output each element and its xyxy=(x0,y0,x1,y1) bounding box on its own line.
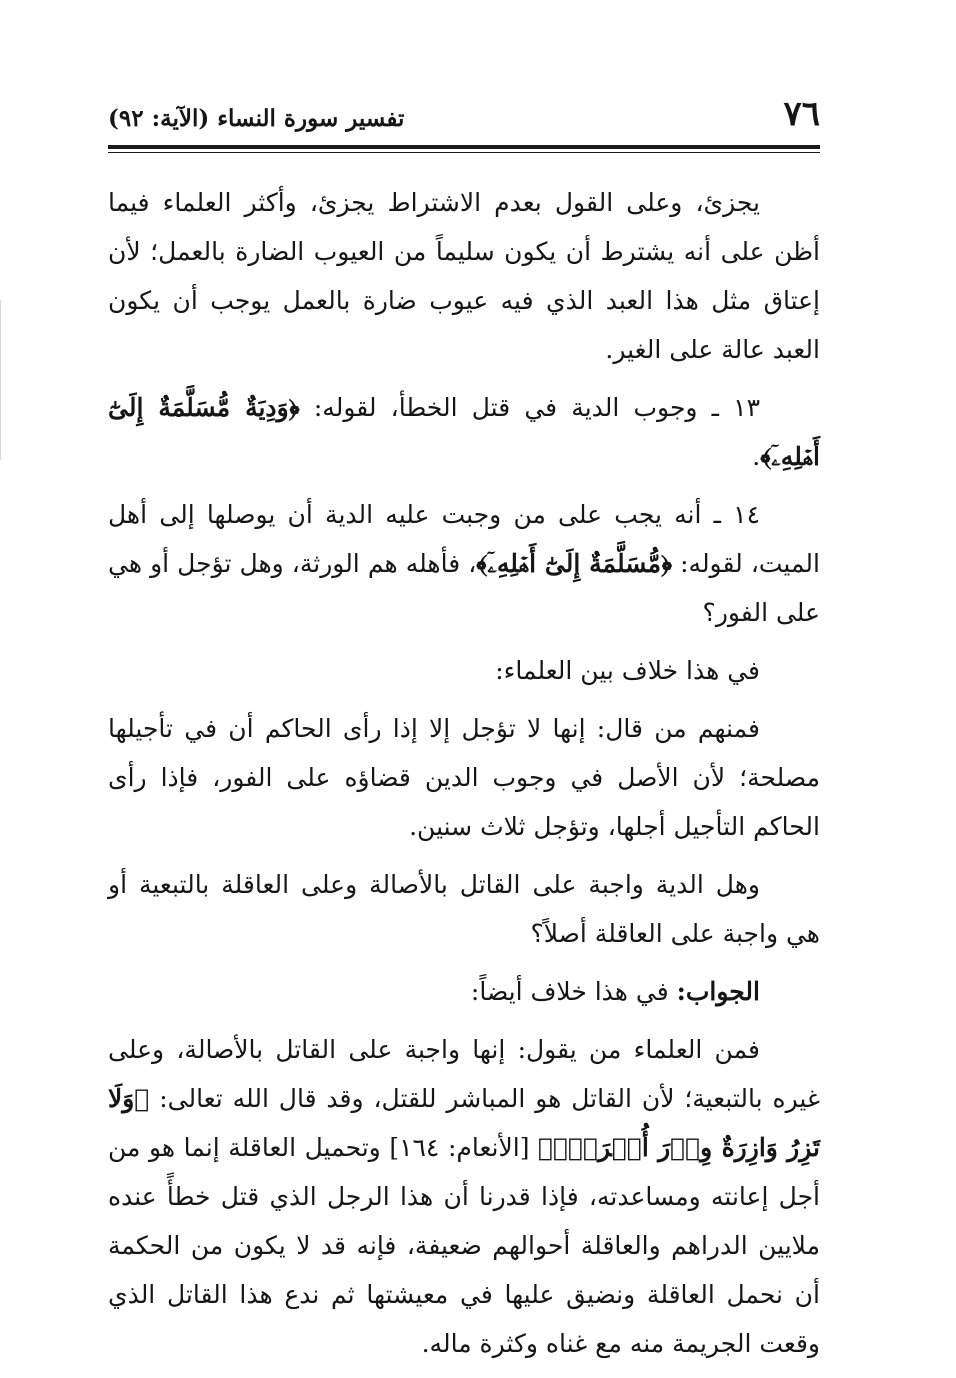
quran-verse: ﴿وَدِيَةٌ مُّسَلَّمَةٌ إِلَىٰٓ أَهۡلِهِۦٓ﴾ xyxy=(108,393,820,471)
scan-edge-mark xyxy=(0,300,1,460)
paragraph-2 xyxy=(108,383,820,481)
paragraph-5: فمنهم من قال: إنها لا تؤجل إلا إذا رأى الحاكم أن في تأجيلها مصلحة؛ لأن الأصل في وجوب الدين قضاؤه على الفور، فإذا رأى الحاكم التأجيل أجلها، وتؤجل ثلاث سنين. xyxy=(108,714,820,841)
paragraph-2-text: ١٣ ـ وجوب الدية في قتل الخطأ، لقوله: xyxy=(299,393,760,422)
paragraph-4: في هذا خلاف بين العلماء: xyxy=(495,656,760,685)
running-title: تفسير سورة النساء (الآية: ٩٢) xyxy=(108,105,405,132)
paragraph-3-text-b: ، فأهله هم الورثة، وهل تؤجل أو هي على الفور؟ xyxy=(108,549,820,627)
body-text xyxy=(108,178,820,1368)
page-number: ٧٦ xyxy=(783,94,820,134)
page-header xyxy=(108,92,820,142)
paragraph-6: وهل الدية واجبة على القاتل بالأصالة وعلى العاقلة بالتبعية أو هي واجبة على العاقلة أصلاً؟ xyxy=(108,870,820,948)
paragraph-2-end: . xyxy=(752,442,761,471)
header-rule-thick xyxy=(108,145,820,149)
paragraph-8 xyxy=(108,1025,820,1368)
paragraph-7 xyxy=(108,967,820,1016)
paragraph-8-text-b: [الأنعام: ١٦٤] وتحميل العاقلة إنما هو من أجل إعانته ومساعدته، فإذا قدرنا أن هذا الرجل الذي قتل خطأً عنده ملايين الدراهم والعاقلة أحوالهم ضعيفة، فإنه قد لا يكون من الحكمة أن نحمل العاقلة ونضيق عليها في معيشتها ثم ندع هذا القاتل الذي وقعت الجريمة منه مع غناه وكثرة ماله. xyxy=(108,1133,820,1358)
paragraph-1: يجزئ، وعلى القول بعدم الاشتراط يجزئ، وأكثر العلماء فيما أظن على أنه يشترط أن يكون سليماً من العيوب الضارة بالعمل؛ لأن إعتاق مثل هذا العبد الذي فيه عيوب ضارة بالعمل يوجب أن يكون العبد عالة على الغير. xyxy=(108,188,820,364)
paragraph-7-text: في هذا خلاف أيضاً: xyxy=(470,977,677,1006)
quran-verse: ﴿وَلَا تَزِرُ وَازِرَةٌ وِزۡرَ أُخۡرَىٰۚ﴾ xyxy=(108,1084,820,1162)
quran-verse: ﴿مُّسَلَّمَةٌ إِلَىٰٓ أَهۡلِهِۦٓ﴾ xyxy=(476,549,673,578)
answer-lead: الجواب: xyxy=(676,977,760,1006)
paragraph-8-text-a: فمن العلماء من يقول: إنها واجبة على القاتل بالأصالة، وعلى غيره بالتبعية؛ لأن القاتل هو المباشر للقتل، وقد قال الله تعالى: xyxy=(108,1035,820,1113)
paragraph-3 xyxy=(108,490,820,637)
paragraph-3-text-a: ١٤ ـ أنه يجب على من وجبت عليه الدية أن يوصلها إلى أهل الميت، لقوله: xyxy=(108,500,820,578)
header-rule-thin xyxy=(108,152,820,153)
